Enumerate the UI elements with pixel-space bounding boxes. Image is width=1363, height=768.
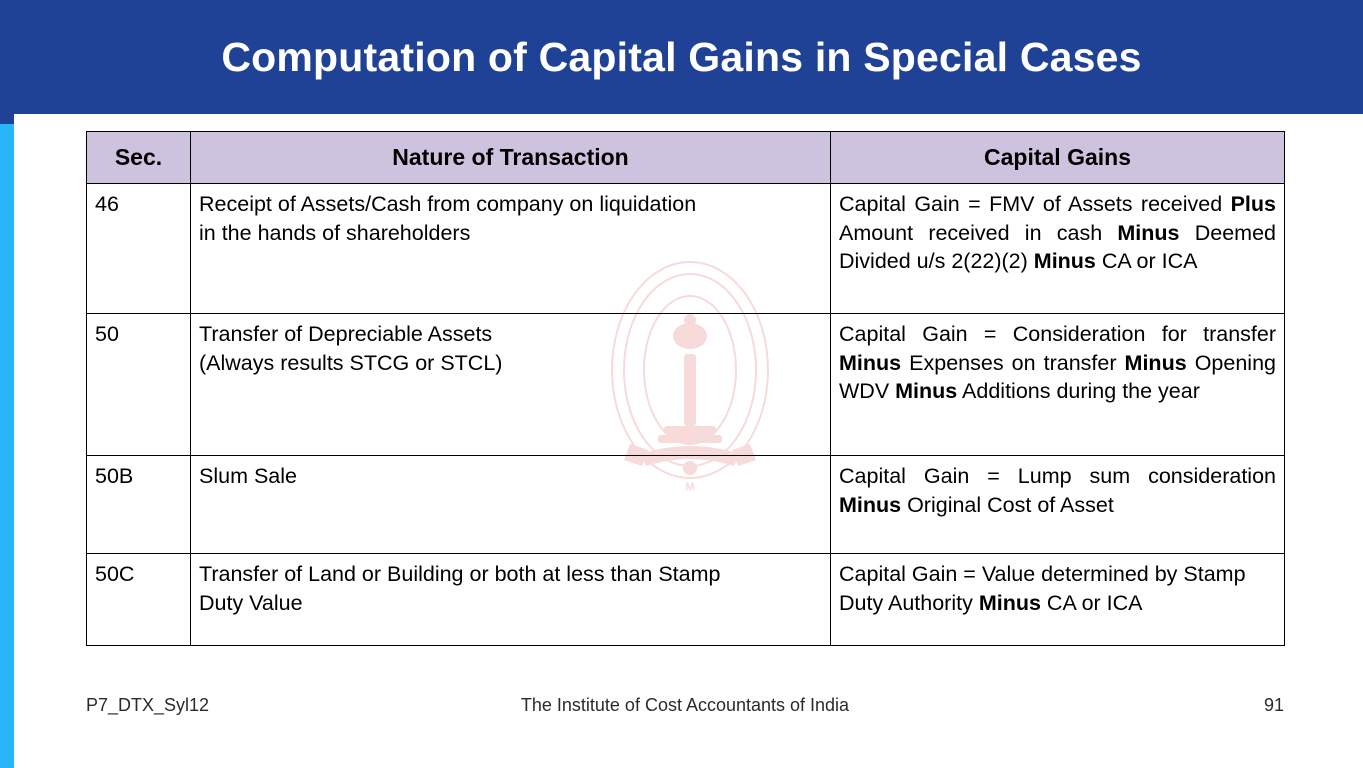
cell-capital-gains: Capital Gain = FMV of Assets received Plus Amount received in cash Minus Deemed Divided u/s 2(22)(2) Minus CA or ICA xyxy=(831,183,1285,313)
cell-section: 50C xyxy=(87,553,191,645)
cell-nature-line-1: Slum Sale xyxy=(199,463,297,488)
svg-text:M: M xyxy=(685,481,695,493)
cell-nature xyxy=(191,455,831,553)
page-title: Computation of Capital Gains in Special Cases xyxy=(221,33,1142,80)
left-accent-bar xyxy=(0,124,14,768)
slide-footer xyxy=(86,690,1284,720)
cell-nature-line-1: Transfer of Land or Building or both at less than Stamp xyxy=(199,561,721,586)
cell-section: 50 xyxy=(87,313,191,455)
column-header-capital-gains: Capital Gains xyxy=(831,132,1285,184)
column-header-nature: Nature of Transaction xyxy=(191,132,831,184)
cell-capital-gains: Capital Gain = Lump sum consideration Minus Original Cost of Asset xyxy=(831,455,1285,553)
footer-course-code: P7_DTX_Syl12 xyxy=(86,694,210,715)
cell-nature xyxy=(191,183,831,313)
cell-section: 46 xyxy=(87,183,191,313)
cell-nature-line-1: Receipt of Assets/Cash from company on liquidation xyxy=(199,191,697,216)
column-header-sec: Sec. xyxy=(87,132,191,184)
cell-nature-line-2: Duty Value xyxy=(199,590,303,615)
capital-gains-table xyxy=(86,131,1285,646)
cell-nature-line-1: Transfer of Depreciable Assets xyxy=(199,321,493,346)
cell-capital-gains: Capital Gain = Value determined by Stamp Duty Authority Minus CA or ICA xyxy=(831,553,1285,645)
footer-institute-name: The Institute of Cost Accountants of India xyxy=(520,694,850,715)
capital-gains-table-container xyxy=(86,131,1284,646)
cell-nature-line-2: (Always results STCG or STCL) xyxy=(199,350,503,375)
table-row xyxy=(87,183,1285,313)
table-header-row xyxy=(87,132,1285,184)
cell-capital-gains: Capital Gain = Consideration for transfer Minus Expenses on transfer Minus Opening WDV Minus Additions during the year xyxy=(831,313,1285,455)
table-row xyxy=(87,553,1285,645)
cell-nature xyxy=(191,313,831,455)
table-row xyxy=(87,455,1285,553)
cell-section: 50B xyxy=(87,455,191,553)
left-accent-bar-top xyxy=(0,114,14,124)
cell-nature xyxy=(191,553,831,645)
footer-page-number: 91 xyxy=(1263,694,1284,715)
cell-nature-line-2: in the hands of shareholders xyxy=(199,220,471,245)
table-row xyxy=(87,313,1285,455)
